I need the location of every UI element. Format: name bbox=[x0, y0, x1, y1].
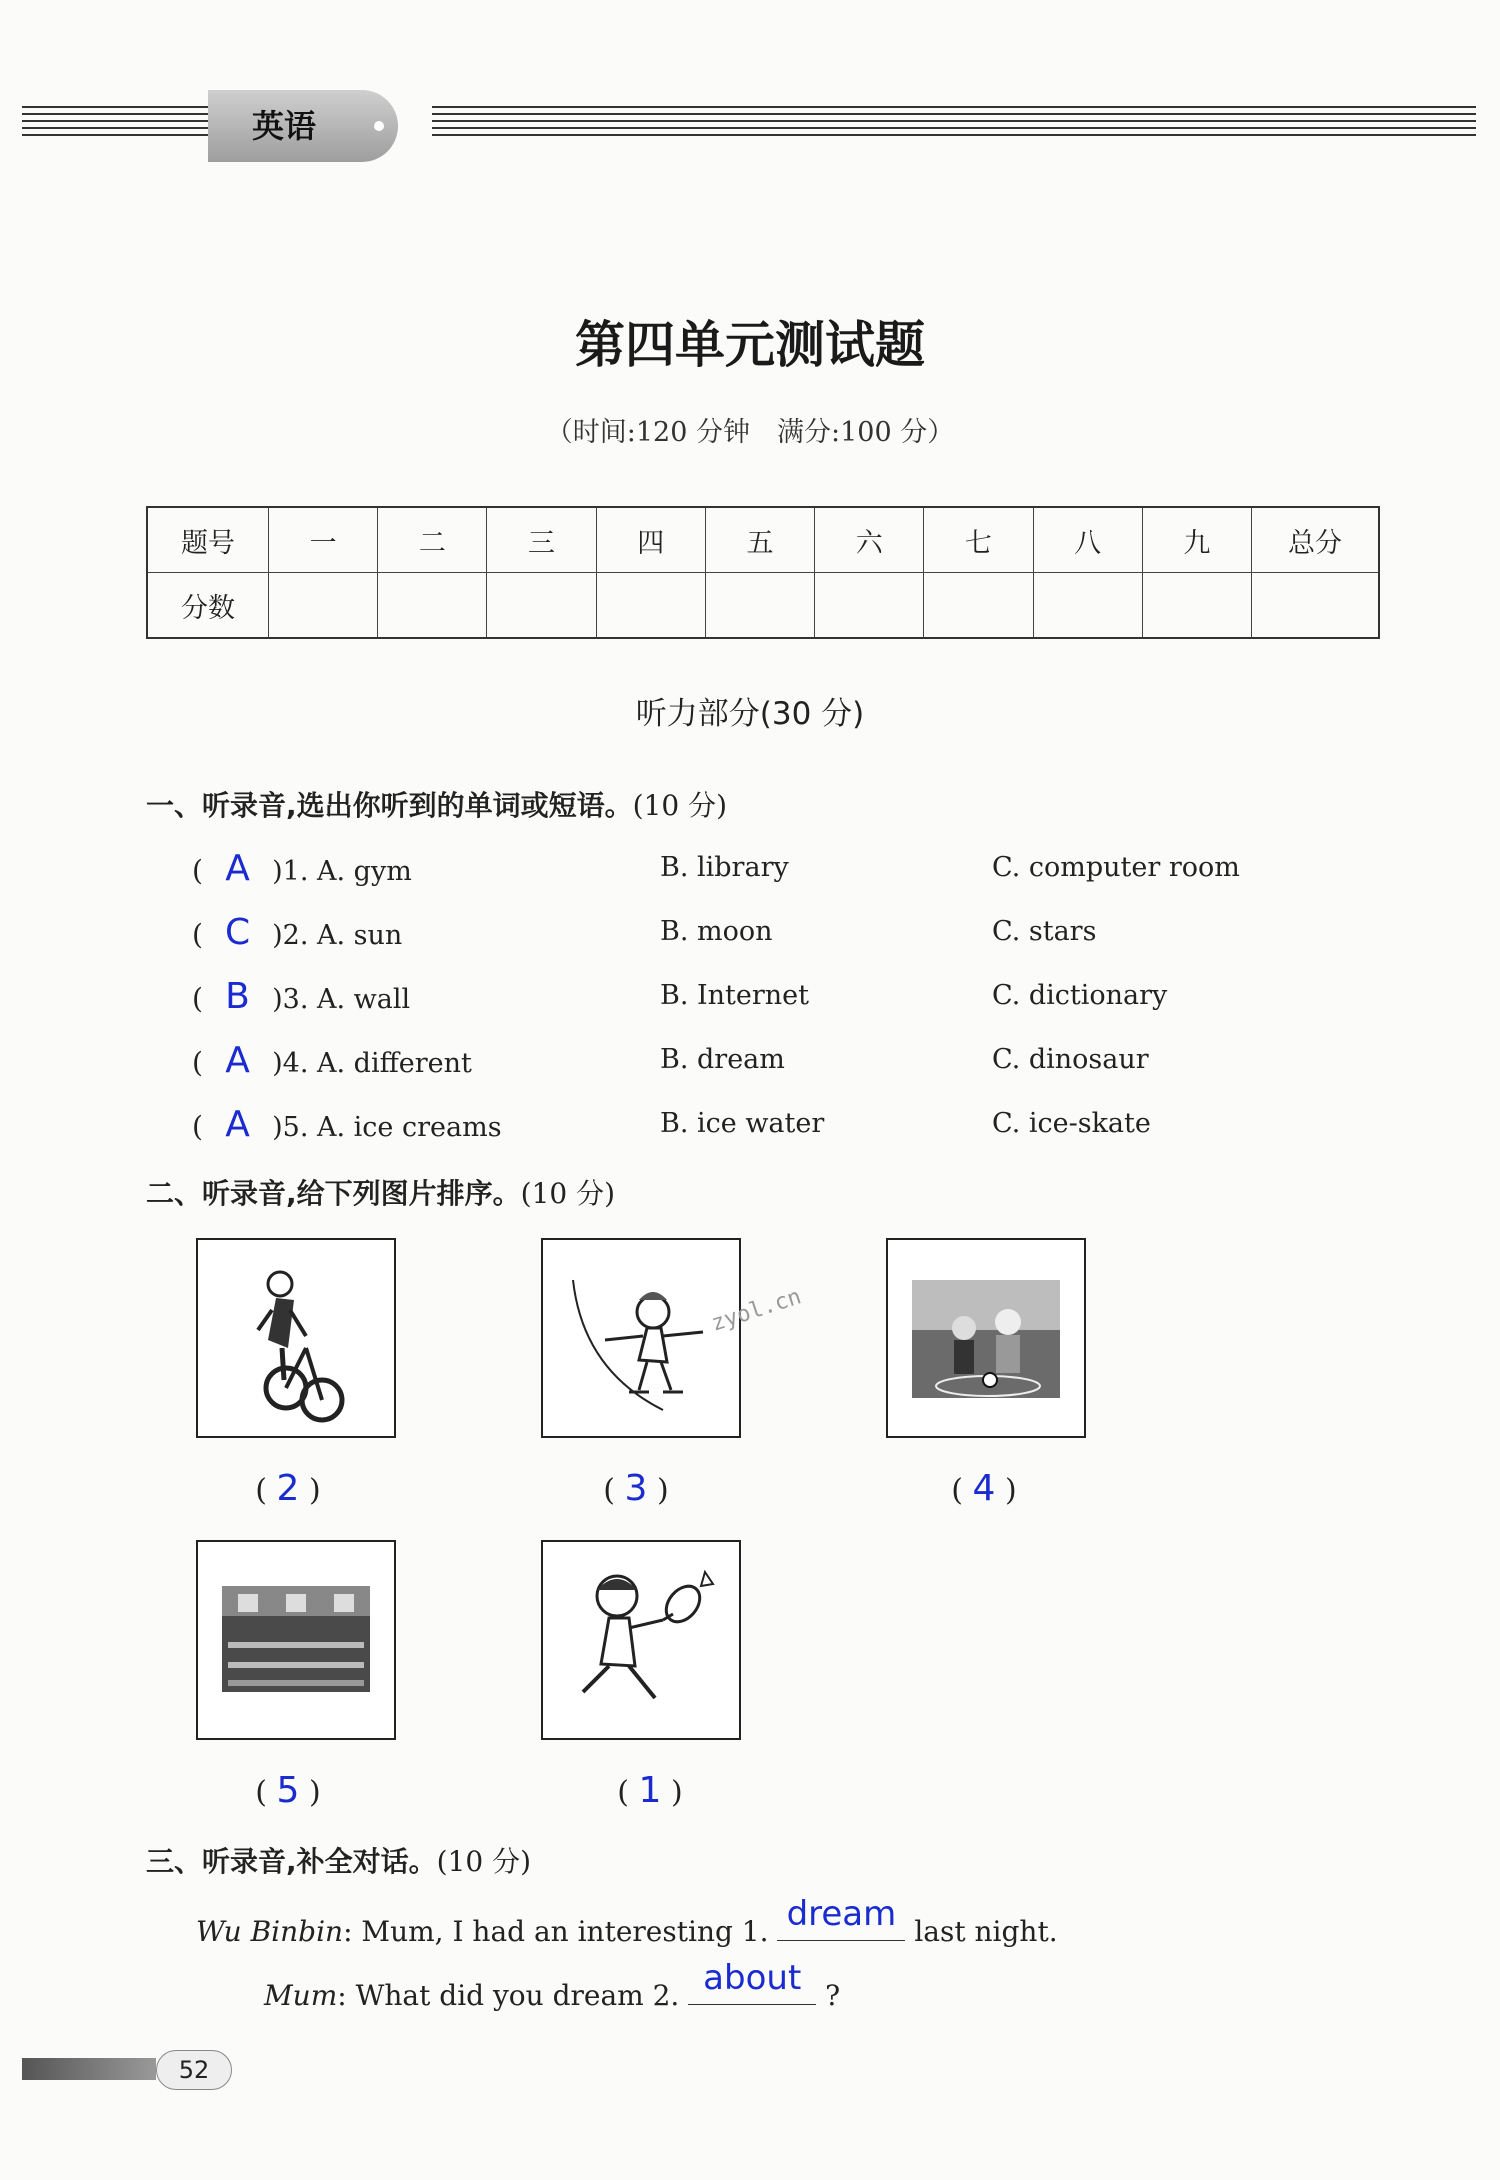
score-cell[interactable] bbox=[1252, 573, 1380, 639]
page-number: 52 bbox=[156, 2050, 232, 2090]
header-lines-right bbox=[432, 106, 1476, 150]
badminton-illustration bbox=[543, 1542, 739, 1738]
page-title: 第四单元测试题 bbox=[575, 316, 925, 374]
dialog-text: ? bbox=[825, 1979, 841, 2012]
score-cell[interactable] bbox=[596, 573, 705, 639]
table-cell: 二 bbox=[378, 507, 487, 573]
dialog-text: last night. bbox=[914, 1915, 1058, 1948]
score-table-header-row bbox=[147, 507, 1379, 573]
q1-option-a: )1. A. gym bbox=[272, 856, 412, 887]
table-cell: 一 bbox=[269, 507, 378, 573]
score-cell[interactable] bbox=[815, 573, 924, 639]
dialog-text: What did you dream 2. bbox=[355, 1979, 680, 2012]
subject-tab bbox=[208, 90, 398, 162]
score-cell[interactable] bbox=[1033, 573, 1142, 639]
subject-tab-label: 英语 bbox=[252, 107, 317, 145]
blank-2[interactable] bbox=[688, 1958, 816, 2005]
q1-item: ( A )1. A. gym bbox=[192, 848, 412, 889]
picture-girl-ice-skating bbox=[541, 1238, 741, 1438]
bike-illustration bbox=[198, 1240, 394, 1436]
q1-points: (10 分) bbox=[632, 789, 728, 822]
table-cell: 七 bbox=[924, 507, 1033, 573]
order-slot: ( 5 ) bbox=[255, 1770, 321, 1811]
q1-heading-text: 一、听录音,选出你听到的单词或短语。 bbox=[146, 789, 633, 822]
order-slot: ( 3 ) bbox=[603, 1468, 669, 1509]
header-lines-left bbox=[22, 106, 212, 150]
dialog-text: Mum, I had an interesting 1. bbox=[361, 1915, 769, 1948]
q1-item: ( C )2. A. sun bbox=[192, 912, 403, 953]
q1-option-b: B. dream bbox=[660, 1044, 785, 1075]
q1-answer[interactable]: B bbox=[225, 976, 250, 1017]
score-cell[interactable] bbox=[269, 573, 378, 639]
blank-2-answer: about bbox=[703, 1958, 802, 1998]
picture-boys-playing-football bbox=[886, 1238, 1086, 1438]
q1-option-a: )5. A. ice creams bbox=[272, 1112, 502, 1143]
listening-heading: 听力部分(30 分) bbox=[635, 696, 865, 732]
speaker-mum: Mum bbox=[264, 1979, 338, 2012]
tab-hole-icon bbox=[374, 121, 384, 131]
dialog-line-1: Wu Binbin: Mum, I had an interesting 1. dream last night. bbox=[196, 1894, 1058, 1948]
order-answer[interactable]: 1 bbox=[638, 1770, 662, 1811]
q2-heading-text: 二、听录音,给下列图片排序。 bbox=[146, 1177, 521, 1210]
order-answer[interactable]: 5 bbox=[276, 1770, 300, 1811]
order-slot: ( 1 ) bbox=[617, 1770, 683, 1811]
q1-answer[interactable]: A bbox=[225, 1104, 250, 1145]
order-slot: ( 4 ) bbox=[951, 1468, 1017, 1509]
q1-item: ( B )3. A. wall bbox=[192, 976, 411, 1017]
speaker-wu-binbin: Wu Binbin bbox=[196, 1915, 344, 1948]
skating-illustration bbox=[543, 1240, 739, 1436]
table-cell: 三 bbox=[487, 507, 596, 573]
table-cell: 八 bbox=[1033, 507, 1142, 573]
table-cell: 题号 bbox=[147, 507, 269, 573]
score-cell[interactable] bbox=[378, 573, 487, 639]
q1-option-c: C. dictionary bbox=[992, 980, 1168, 1011]
q2-heading bbox=[146, 1172, 615, 1212]
blank-1-answer: dream bbox=[786, 1894, 897, 1934]
q1-option-c: C. stars bbox=[992, 916, 1097, 947]
score-cell[interactable] bbox=[1142, 573, 1251, 639]
q1-answer[interactable]: C bbox=[224, 912, 251, 953]
table-cell: 九 bbox=[1142, 507, 1251, 573]
picture-boy-playing-badminton bbox=[541, 1540, 741, 1740]
picture-library-hall bbox=[196, 1540, 396, 1740]
score-table-score-row bbox=[147, 573, 1379, 639]
order-answer[interactable]: 4 bbox=[972, 1468, 996, 1509]
blank-1[interactable] bbox=[777, 1894, 905, 1941]
table-cell: 总分 bbox=[1252, 507, 1380, 573]
q1-option-c: C. ice-skate bbox=[992, 1108, 1151, 1139]
score-cell[interactable] bbox=[705, 573, 814, 639]
table-cell: 六 bbox=[815, 507, 924, 573]
score-cell[interactable] bbox=[924, 573, 1033, 639]
order-slot: ( 2 ) bbox=[255, 1468, 321, 1509]
q1-heading bbox=[146, 784, 727, 824]
q1-option-a: )4. A. different bbox=[272, 1048, 472, 1079]
table-cell: 分数 bbox=[147, 573, 269, 639]
table-cell: 四 bbox=[596, 507, 705, 573]
q1-option-a: )2. A. sun bbox=[272, 920, 403, 951]
q1-option-b: B. moon bbox=[660, 916, 773, 947]
q1-option-a: )3. A. wall bbox=[272, 984, 411, 1015]
q1-item: ( A )5. A. ice creams bbox=[192, 1104, 502, 1145]
order-answer[interactable]: 3 bbox=[624, 1468, 648, 1509]
table-cell: 五 bbox=[705, 507, 814, 573]
q1-option-b: B. Internet bbox=[660, 980, 810, 1011]
q1-answer[interactable]: A bbox=[225, 1040, 250, 1081]
q1-option-b: B. library bbox=[660, 852, 789, 883]
q1-option-c: C. computer room bbox=[992, 852, 1240, 883]
q3-points: (10 分) bbox=[436, 1845, 532, 1878]
dialog-line-2: Mum: What did you dream 2. about ? bbox=[264, 1958, 841, 2012]
picture-boy-riding-bike bbox=[196, 1238, 396, 1438]
q3-heading-text: 三、听录音,补全对话。 bbox=[146, 1845, 437, 1878]
library-illustration bbox=[198, 1542, 394, 1738]
q1-option-c: C. dinosaur bbox=[992, 1044, 1149, 1075]
q1-option-b: B. ice water bbox=[660, 1108, 825, 1139]
footer-bar bbox=[22, 2058, 156, 2080]
order-answer[interactable]: 2 bbox=[276, 1468, 300, 1509]
page-subtitle: （时间:120 分钟 满分:100 分） bbox=[545, 417, 955, 448]
watermark: zyol.cn bbox=[708, 1284, 805, 1337]
q1-answer[interactable]: A bbox=[225, 848, 250, 889]
q1-item: ( A )4. A. different bbox=[192, 1040, 472, 1081]
q3-heading bbox=[146, 1840, 531, 1880]
score-cell[interactable] bbox=[487, 573, 596, 639]
football-illustration bbox=[888, 1240, 1084, 1436]
score-table bbox=[146, 506, 1380, 639]
q2-points: (10 分) bbox=[520, 1177, 616, 1210]
